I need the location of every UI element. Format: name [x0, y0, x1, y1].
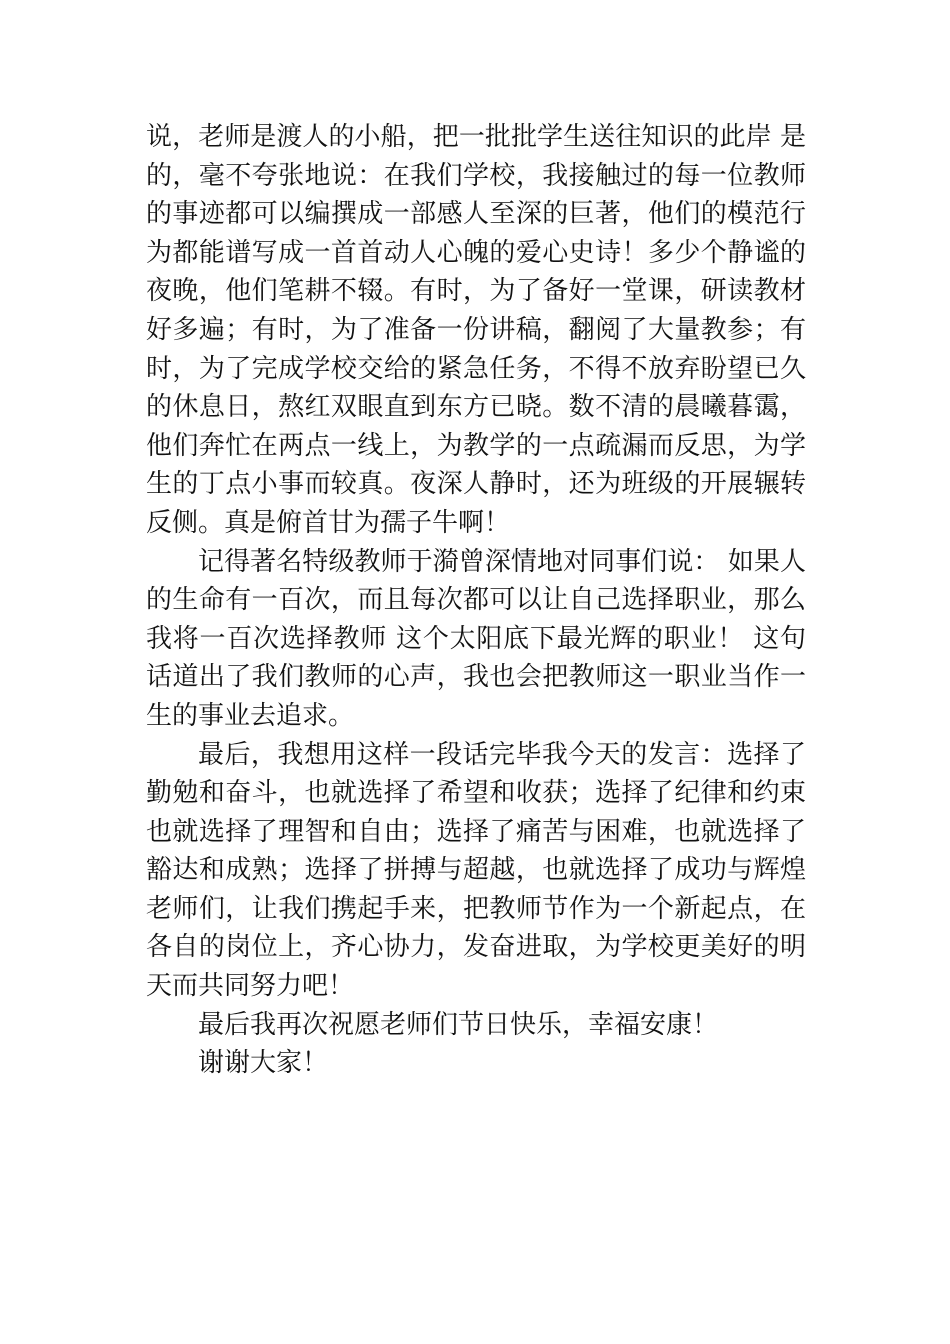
paragraph-5-line-1: 谢谢大家！: [198, 1048, 329, 1079]
paragraph-1-line-4: 为都能谱写成一首首动人心魄的爱心史诗！多少个静谧的: [146, 237, 806, 268]
paragraph-3-line-5: 老师们，让我们携起手来，把教师节作为一个新起点，在: [146, 893, 806, 924]
paragraph-3-line-2: 勤勉和奋斗，也就选择了希望和收获；选择了纪律和约束: [146, 778, 806, 809]
paragraph-2-line-1: 记得著名特级教师于漪曾深情地对同事们说： 如果人: [198, 546, 806, 577]
paragraph-1-line-2: 的，毫不夸张地说：在我们学校，我接触过的每一位教师: [146, 160, 806, 191]
paragraph-3-line-7: 天而共同努力吧！: [146, 971, 355, 1002]
paragraph-1-line-8: 的休息日，熬红双眼直到东方已晓。数不清的晨曦暮霭，: [146, 392, 806, 423]
paragraph-1-line-1: 说，老师是渡人的小船，把一批批学生送往知识的此岸 是: [146, 122, 806, 152]
paragraph-1-line-5: 夜晚，他们笔耕不辍。有时，为了备好一堂课，研读教材: [146, 276, 806, 307]
paragraph-2-line-2: 的生命有一百次，而且每次都可以让自己选择职业，那么: [146, 585, 806, 616]
paragraph-3-line-3: 也就选择了理智和自由；选择了痛苦与困难，也就选择了: [146, 816, 806, 847]
paragraph-2-line-4: 话道出了我们教师的心声，我也会把教师这一职业当作一: [146, 662, 806, 693]
paragraph-1-line-9: 他们奔忙在两点一线上，为教学的一点疏漏而反思，为学: [146, 430, 806, 461]
paragraph-3-line-6: 各自的岗位上，齐心协力，发奋进取，为学校更美好的明: [146, 932, 806, 963]
paragraph-1-line-3: 的事迹都可以编撰成一部感人至深的巨著，他们的模范行: [146, 199, 806, 230]
paragraph-3-line-1: 最后，我想用这样一段话完毕我今天的发言：选择了: [198, 739, 806, 770]
paragraph-3-line-4: 豁达和成熟；选择了拼搏与超越，也就选择了成功与辉煌: [146, 855, 806, 886]
paragraph-2-line-5: 生的事业去追求。: [146, 700, 355, 731]
document-body: [146, 118, 806, 1083]
paragraph-1-line-11: 反侧。真是俯首甘为孺子牛啊！: [146, 507, 511, 538]
paragraph-4-line-1: 最后我再次祝愿老师们节日快乐，幸福安康！: [198, 1009, 719, 1040]
paragraph-1-line-7: 时，为了完成学校交给的紧急任务，不得不放弃盼望已久: [146, 353, 806, 384]
paragraph-1-line-6: 好多遍；有时，为了准备一份讲稿，翻阅了大量教参；有: [146, 314, 806, 345]
paragraph-1-line-10: 生的丁点小事而较真。夜深人静时，还为班级的开展辗转: [146, 469, 806, 500]
paragraph-2-line-3: 我将一百次选择教师 这个太阳底下最光辉的职业！ 这句: [146, 623, 806, 654]
